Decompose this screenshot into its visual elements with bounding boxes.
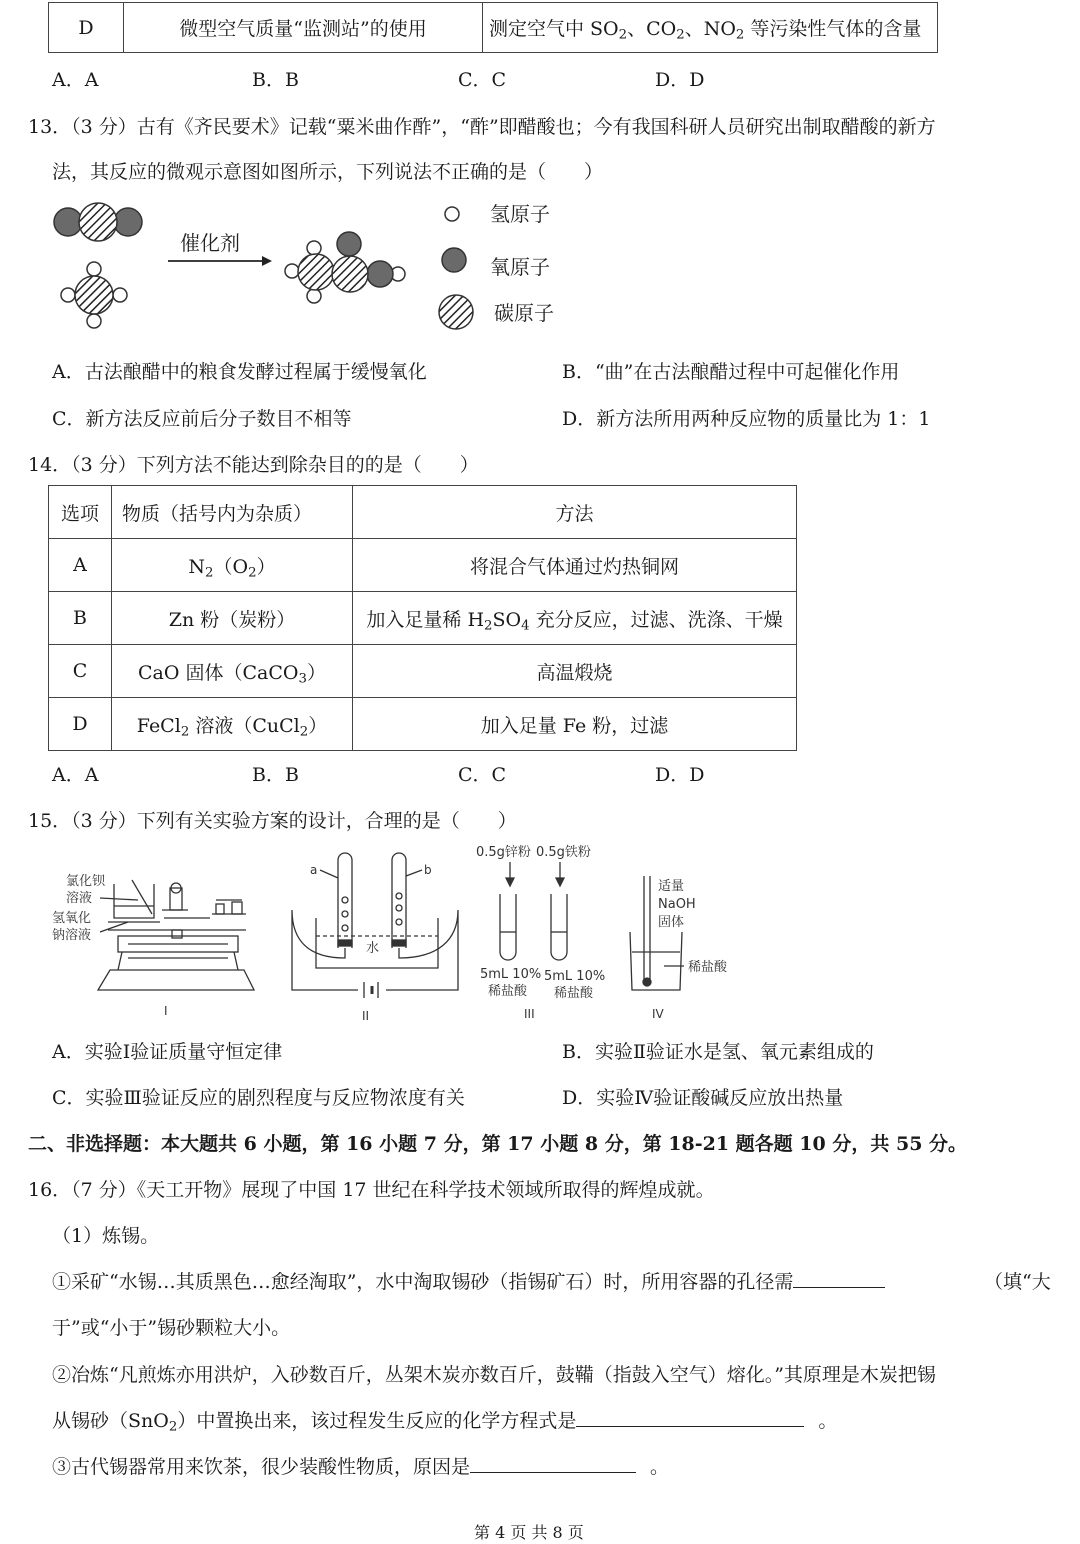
q12-option-d: D．D (655, 69, 705, 91)
q12-option-letter: D (49, 3, 124, 53)
q13-stem-line1: 13．（3 分）古有《齐民要术》记载“粟米曲作酢”，“酢”即醋酸也；今有我国科研人员研究出制取醋酸的新方 (28, 116, 936, 138)
q16-sub1-fill-hint: （填“大 (984, 1271, 1051, 1293)
q15-experiment-figure (48, 840, 768, 1025)
q13-option-a: A．古法酿醋中的粮食发酵过程属于缓慢氧化 (52, 361, 427, 383)
experiment-3-test-tubes (476, 844, 605, 1021)
exp4-label-naoh: NaOH (658, 897, 696, 912)
exp3-label-acid1: 稀盐酸 (488, 984, 528, 999)
exp3-label-iron: 0.5g铁粉 (536, 845, 591, 860)
q14-option-a: A．A (52, 764, 99, 786)
carbon-legend-label: 碳原子 (494, 301, 554, 325)
q14-table (48, 485, 797, 751)
q14-row-c-method: 高温煅烧 (353, 645, 797, 698)
q16-blank-2[interactable] (576, 1408, 804, 1427)
exp2-roman: II (362, 1009, 370, 1023)
q15-option-a: A．实验Ⅰ验证质量守恒定律 (52, 1041, 283, 1063)
q14-row-a-letter: A (49, 539, 112, 592)
q15-option-b: B．实验Ⅱ验证水是氢、氧元素组成的 (562, 1041, 874, 1063)
q14-row-b-substance: Zn 粉（炭粉） (112, 592, 353, 645)
exp1-label-solution1: 溶液 (66, 891, 93, 906)
hydrogen-legend-icon (445, 207, 459, 221)
q16-part1: （1）炼锡。 (52, 1225, 160, 1247)
q14-row-c-letter: C (49, 645, 112, 698)
exp3-label-acid2: 稀盐酸 (554, 986, 594, 1001)
q14-row-d-substance: FeCl$_2$ 溶液（CuCl$_2$） (112, 698, 353, 751)
ch4-molecule (61, 262, 127, 328)
exp3-label-acid2-conc: 5mL 10% (544, 969, 606, 984)
q14-option-b: B．B (252, 764, 299, 786)
q16-sub3-line: ③古代锡器常用来饮茶，很少装酸性物质，原因是 。 (52, 1456, 670, 1478)
q16-sub1-line2: 于”或“小于”锡砂颗粒大小。 (52, 1317, 291, 1339)
experiment-4-beaker (630, 876, 728, 1021)
oxygen-legend-label: 氧原子 (490, 255, 550, 279)
exp2-label-a: a (310, 863, 318, 877)
q15-stem: 15．（3 分）下列有关实验方案的设计，合理的是（ ） (28, 810, 517, 832)
table-row (49, 592, 797, 645)
q14-row-d-method: 加入足量 Fe 粉，过滤 (353, 698, 797, 751)
exp1-label-naoh: 氢氧化 (52, 911, 92, 926)
q16-sub1-text: ①采矿“水锡…其质黑色…愈经淘取”，水中淘取锡砂（指锡矿石）时，所用容器的孔径需 (52, 1271, 794, 1293)
exp3-label-zinc: 0.5g锌粉 (476, 845, 531, 860)
q14-header-substance: 物质（括号内为杂质） (112, 486, 353, 539)
hydrogen-legend-label: 氢原子 (490, 202, 550, 226)
exp2-label-water: 水 (366, 941, 380, 956)
q12-item-cell: 微型空气质量“监测站”的使用 (124, 3, 483, 53)
page-footer: 第 4 页 共 8 页 (474, 1523, 584, 1542)
q14-row-b-method: 加入足量稀 $H_2SO_4$ 充分反应，过滤、洗涤、干燥 (353, 592, 797, 645)
q12-option-a: A．A (52, 69, 99, 91)
q16-blank-1[interactable] (793, 1269, 885, 1288)
q14-row-a-method: 将混合气体通过灼热铜网 (353, 539, 797, 592)
exp4-label-solid: 固体 (658, 915, 685, 930)
q14-row-d-letter: D (49, 698, 112, 751)
q14-row-c-substance: CaO 固体（CaCO$_3$） (112, 645, 353, 698)
q16-sub2-line1: ②冶炼“凡煎炼亦用洪炉，入砂数百斤，丛架木炭亦数百斤，鼓鞴（指鼓入空气）熔化。”其原理是木炭把锡 (52, 1364, 936, 1386)
q13-reaction-diagram (40, 192, 600, 342)
q15-option-d: D．实验Ⅳ验证酸碱反应放出热量 (562, 1087, 844, 1109)
exp2-label-b: b (424, 863, 432, 877)
oxygen-legend-icon (442, 248, 466, 272)
q15-option-c: C．实验Ⅲ验证反应的剧烈程度与反应物浓度有关 (52, 1087, 465, 1109)
q13-option-b: B．“曲”在古法酿醋过程中可起催化作用 (562, 361, 900, 383)
q14-header-option: 选项 (49, 486, 112, 539)
q14-row-b-letter: B (49, 592, 112, 645)
acetic-acid-molecule (285, 232, 405, 303)
q13-option-d: D．新方法所用两种反应物的质量比为 1：1 (562, 408, 931, 430)
table-row (49, 698, 797, 751)
q16-sub1-line1 (52, 1267, 885, 1294)
co2-molecule (54, 203, 142, 241)
q16-stem: 16．（7 分）《天工开物》展现了中国 17 世纪在科学技术领域所取得的辉煌成就。 (28, 1179, 715, 1201)
q12-option-b: B．B (252, 69, 299, 91)
carbon-legend-icon (439, 295, 473, 329)
experiment-1-balance (52, 874, 254, 1018)
exp4-roman: IV (652, 1007, 664, 1021)
section-2-heading: 二、非选择题：本大题共 6 小题，第 16 小题 7 分，第 17 小题 8 分，第 18-21 题各题 10 分，共 55 分。 (28, 1133, 968, 1155)
q14-stem: 14．（3 分）下列方法不能达到除杂目的的是（ ） (28, 454, 479, 476)
diagram-legend (439, 202, 554, 329)
catalyst-label: 催化剂 (180, 231, 240, 255)
table-row (49, 645, 797, 698)
exp1-roman: I (164, 1004, 168, 1018)
exp1-label-bacl2: 氯化钡 (66, 874, 106, 889)
experiment-2-electrolysis (292, 853, 458, 1023)
q13-stem-line2: 法，其反应的微观示意图如图所示，下列说法不正确的是（ ） (52, 161, 604, 183)
exp4-label-acid: 稀盐酸 (688, 960, 728, 975)
q14-option-d: D．D (655, 764, 705, 786)
q16-blank-3[interactable] (470, 1454, 636, 1473)
q12-option-c: C．C (458, 69, 507, 91)
q12-use-cell: 测定空气中 $SO_2$、$CO_2$、$NO_2$ 等污染性气体的含量 (483, 3, 938, 53)
q16-sub2-line2: 从锡砂（SnO$_2$）中置换出来，该过程发生反应的化学方程式是 。 (52, 1410, 838, 1435)
exp1-label-solution2: 钠溶液 (52, 928, 92, 943)
q12-table-row (48, 2, 938, 53)
table-row (49, 539, 797, 592)
reaction-arrow-head (262, 256, 272, 266)
q14-header-method: 方法 (353, 486, 797, 539)
exp4-label-amount: 适量 (658, 879, 685, 894)
q14-row-a-substance: $N_2(O_2)$ (112, 539, 353, 592)
q14-option-c: C．C (458, 764, 507, 786)
exp3-roman: III (524, 1007, 535, 1021)
q13-option-c: C．新方法反应前后分子数目不相等 (52, 408, 352, 430)
exp3-label-acid1-conc: 5mL 10% (480, 967, 542, 982)
